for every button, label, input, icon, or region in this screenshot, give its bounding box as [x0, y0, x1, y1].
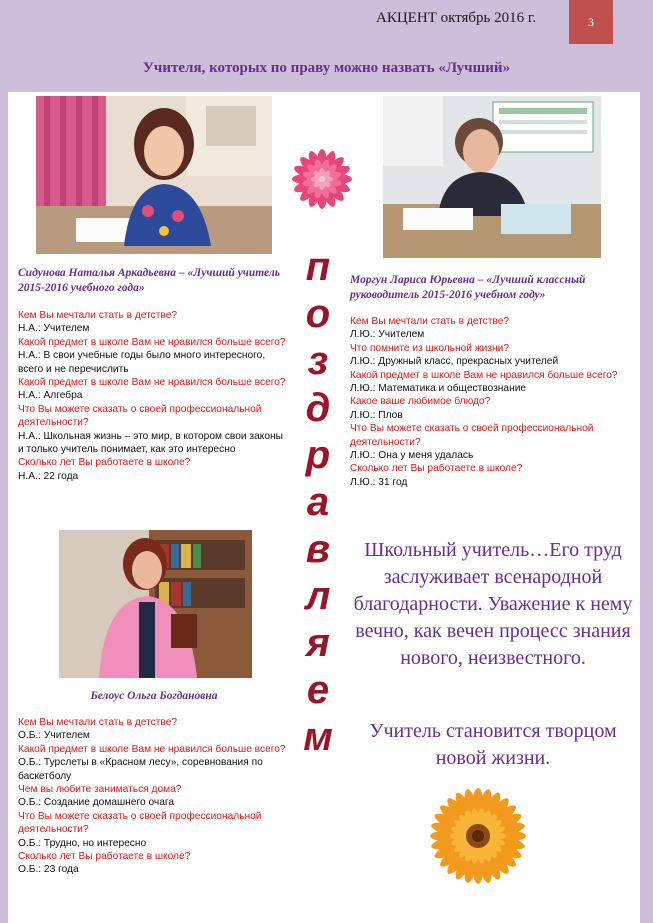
- interview-question: Что Вы можете сказать о своей профессиональной деятельности?: [350, 423, 594, 448]
- interview-answer: О.Б.: Трудно, но интересно: [18, 837, 147, 849]
- teacher1-interview: [18, 309, 290, 483]
- quote-teacher-creator: Учитель становится творцом новой жизни.: [369, 720, 617, 769]
- interview-answer: Н.А.: Алгебра: [18, 390, 83, 402]
- vertical-letter: п: [305, 245, 331, 289]
- vertical-letter: м: [303, 715, 333, 759]
- teacher3-caption: Белоус Ольга Богдановна: [90, 690, 218, 702]
- vertical-letter: л: [305, 574, 331, 618]
- teacher1-photo: [36, 96, 272, 254]
- interview-question: Что Вы можете сказать о своей профессиональной деятельности?: [18, 403, 262, 429]
- interview-answer: Н.А.: 22 года: [18, 470, 79, 482]
- teacher1-caption: Сидунова Наталья Аркадьевна – «Лучший учитель 2015-2016 учебного года»: [18, 267, 280, 294]
- interview-question: Чем вы любите заниматься дома?: [18, 784, 182, 796]
- interview-answer: Л.Ю.: Плов: [350, 409, 403, 421]
- vertical-letter: з: [307, 339, 329, 383]
- vertical-letter: о: [305, 292, 331, 336]
- interview-question: Что помните из школьной жизни?: [350, 342, 509, 354]
- interview-answer: Н.А.: Школьная жизнь – это мир, в котором свои законы и только учитель понимает, как это интересно: [18, 430, 283, 456]
- interview-answer: О.Б.: Учителем: [18, 730, 90, 742]
- vertical-letter: а: [306, 480, 330, 524]
- vertical-letter: я: [306, 621, 330, 665]
- interview-question: Какое ваше любимое блюдо?: [350, 396, 491, 408]
- interview-answer: Л.Ю.: Учителем: [350, 329, 425, 341]
- teacher2-photo: [383, 96, 601, 258]
- interview-question: Кем Вы мечтали стать в детстве?: [350, 316, 510, 327]
- vertical-letter: д: [305, 386, 331, 430]
- interview-question: Сколько лет Вы работаете в школе?: [350, 463, 523, 475]
- orange-flower-icon: [426, 784, 530, 888]
- vertical-letter: в: [305, 527, 331, 571]
- interview-question: Сколько лет Вы работаете в школе?: [18, 457, 191, 469]
- interview-answer: О.Б.: Создание домашнего очага: [18, 797, 175, 809]
- interview-question: Какой предмет в школе Вам не нравился больше всего?: [18, 743, 286, 755]
- congratulation-vertical-word: [296, 244, 340, 761]
- teacher3-interview: [18, 716, 290, 877]
- vertical-letter: е: [306, 668, 330, 712]
- vertical-letter: р: [305, 433, 331, 477]
- pink-flower-icon: [289, 146, 355, 212]
- teacher2-caption: Моргун Лариса Юрьевна – «Лучший классный руководитель 2015-2016 учебном году»: [350, 274, 586, 301]
- interview-answer: Н.А.: Учителем: [18, 323, 90, 335]
- interview-answer: О.Б.: 23 года: [18, 864, 79, 876]
- teacher2-interview: [350, 315, 630, 489]
- interview-question: Что Вы можете сказать о своей профессиональной деятельности?: [18, 810, 262, 836]
- interview-question: Сколько лет Вы работаете в школе?: [18, 851, 191, 863]
- interview-answer: Л.Ю.: 31 год: [350, 476, 408, 488]
- quote-teacher-work: Школьный учитель…Его труд заслуживает всенародной благодарности. Уважение к нему вечно, как вечен процесс знания нового, неизвестного.: [353, 539, 633, 669]
- header-title: АКЦЕНТ октябрь 2016 г.: [376, 10, 537, 26]
- interview-question: Кем Вы мечтали стать в детстве?: [18, 310, 178, 321]
- interview-question: Кем Вы мечтали стать в детстве?: [18, 717, 178, 728]
- page-number: 3: [569, 0, 613, 44]
- interview-answer: Л.Ю.: Математика и обществознание: [350, 383, 527, 395]
- teacher3-photo: [59, 530, 252, 678]
- interview-question: Какой предмет в школе Вам не нравился больше всего?: [18, 377, 286, 389]
- interview-answer: Л.Ю.: Она у меня удалась: [350, 450, 474, 462]
- interview-question: Какой предмет в школе Вам не нравился больше всего?: [18, 336, 286, 348]
- interview-answer: О.Б.: Турслеты в «Красном лесу», соревнования по баскетболу: [18, 757, 263, 782]
- interview-question: Какой предмет в школе Вам не нравился больше всего?: [350, 369, 618, 381]
- banner-title: Учителя, которых по праву можно назвать «Лучший»: [142, 60, 511, 76]
- interview-answer: Н.А.: В свои учебные годы было много интересного, всего и не перечислить: [18, 350, 266, 375]
- interview-answer: Л.Ю.: Дружный класс, прекрасных учителей: [350, 356, 559, 368]
